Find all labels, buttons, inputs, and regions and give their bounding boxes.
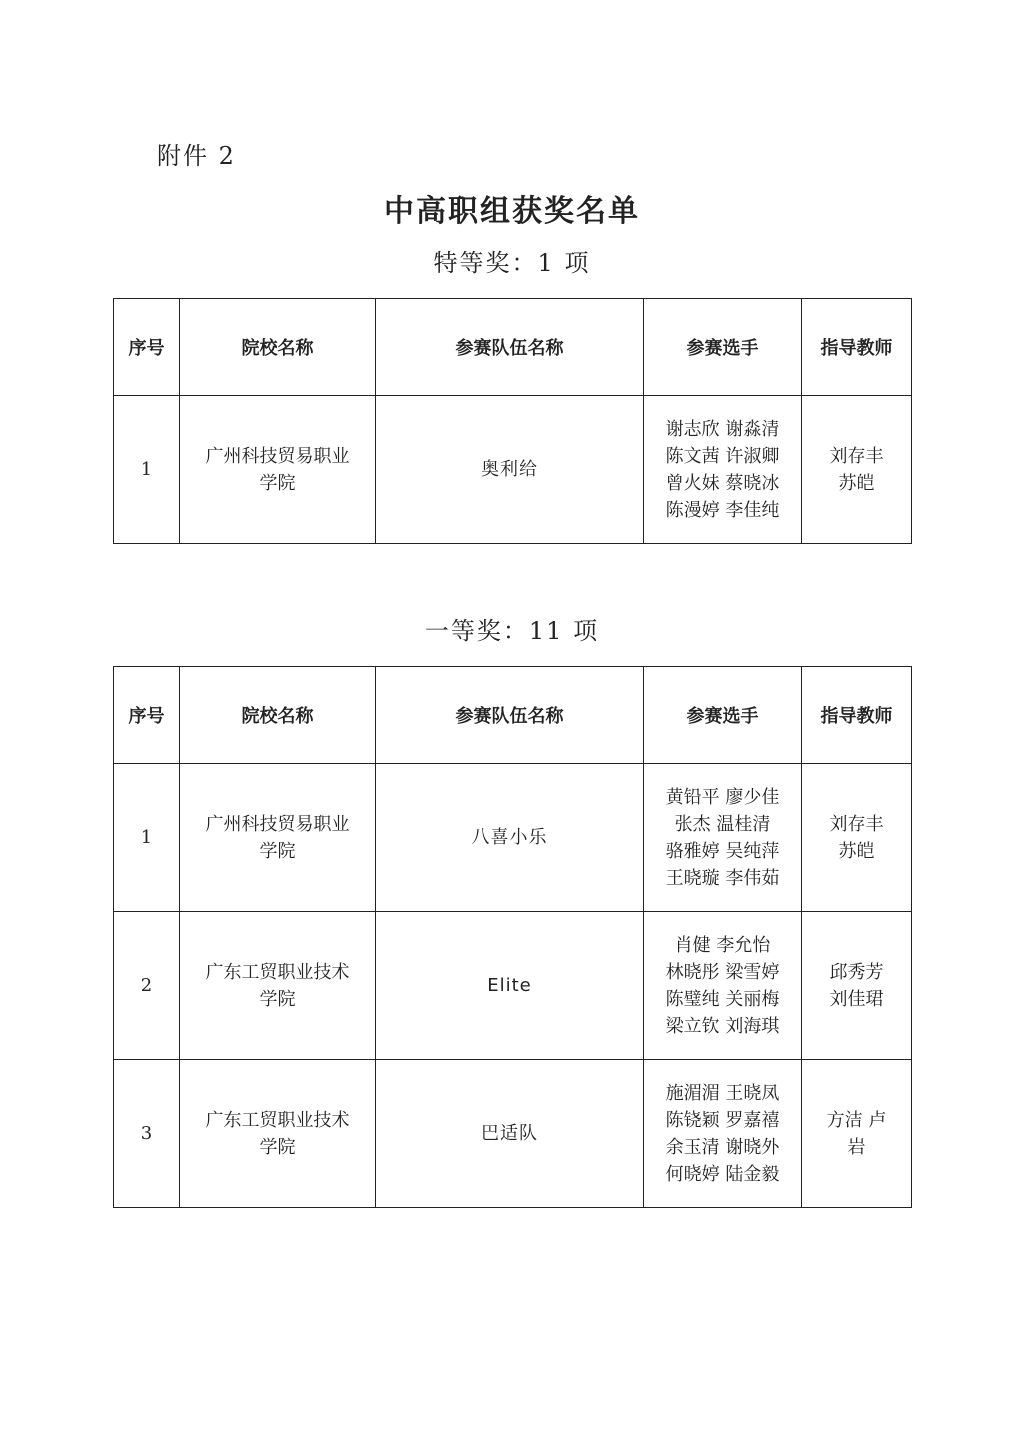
- row-teachers: [802, 396, 912, 544]
- school-line: 广州科技贸易职业: [205, 445, 350, 467]
- player-line: 肖健 李允怡: [674, 934, 771, 956]
- school-line: 学院: [259, 472, 296, 494]
- row-players: [644, 912, 802, 1060]
- teacher-line: 刘存丰: [829, 813, 884, 835]
- table-row: [114, 912, 912, 1060]
- row-players: [644, 764, 802, 912]
- player-line: 黄铅平 廖少佳: [665, 786, 780, 808]
- section-heading-first-prize: 一等奖：11 项: [424, 617, 600, 645]
- table-row: [114, 764, 912, 912]
- row-players: [644, 396, 802, 544]
- table-row: [114, 396, 912, 544]
- row-teachers: [802, 764, 912, 912]
- header-team: 参赛队伍名称: [376, 299, 644, 396]
- player-line: 谢志欣 谢淼清: [665, 418, 780, 440]
- teacher-line: 方洁 卢: [826, 1109, 887, 1131]
- row-school: [180, 912, 376, 1060]
- row-index: 1: [114, 396, 180, 544]
- player-line: 陈文茜 许淑卿: [665, 445, 780, 467]
- header-school: 院校名称: [180, 667, 376, 764]
- player-line: 林晓彤 梁雪婷: [665, 961, 780, 983]
- row-index: 2: [114, 912, 180, 1060]
- school-line: 学院: [259, 840, 296, 862]
- row-team: 巴适队: [376, 1060, 644, 1208]
- row-team: 八喜小乐: [376, 764, 644, 912]
- row-index: 1: [114, 764, 180, 912]
- player-line: 曾火妹 蔡晓冰: [665, 472, 780, 494]
- document-title: 中高职组获奖名单: [384, 194, 640, 229]
- row-team: Elite: [376, 912, 644, 1060]
- school-line: 学院: [259, 1136, 296, 1158]
- table-header-row: [114, 299, 912, 396]
- header-school: 院校名称: [180, 299, 376, 396]
- row-school: [180, 764, 376, 912]
- special-prize-table: [113, 298, 912, 544]
- row-players: [644, 1060, 802, 1208]
- player-line: 王晓璇 李伟茹: [665, 867, 780, 889]
- teacher-line: 刘存丰: [829, 445, 884, 467]
- row-school: [180, 1060, 376, 1208]
- player-line: 骆雅婷 吴纯萍: [665, 840, 780, 862]
- teacher-line: 刘佳珺: [829, 988, 884, 1010]
- section-heading-special-prize: 特等奖：1 项: [433, 249, 591, 277]
- header-players: 参赛选手: [644, 667, 802, 764]
- table-header-row: [114, 667, 912, 764]
- table-row: [114, 1060, 912, 1208]
- teacher-line: 邱秀芳: [829, 961, 884, 983]
- first-prize-table: [113, 666, 912, 1208]
- player-line: 陈铙颖 罗嘉禧: [665, 1109, 780, 1131]
- header-index: 序号: [114, 667, 180, 764]
- row-team: 奥利给: [376, 396, 644, 544]
- player-line: 余玉清 谢晓外: [665, 1136, 780, 1158]
- row-teachers: [802, 912, 912, 1060]
- header-index: 序号: [114, 299, 180, 396]
- school-line: 学院: [259, 988, 296, 1010]
- row-school: [180, 396, 376, 544]
- attachment-label: 附件 2: [157, 142, 236, 170]
- header-teachers: 指导教师: [802, 667, 912, 764]
- player-line: 陈璧纯 关丽梅: [665, 988, 780, 1010]
- player-line: 陈漫婷 李佳纯: [665, 499, 780, 521]
- school-line: 广东工贸职业技术: [205, 961, 350, 983]
- teacher-line: 苏皑: [838, 840, 875, 862]
- teacher-line: 岩: [847, 1136, 866, 1158]
- header-team: 参赛队伍名称: [376, 667, 644, 764]
- row-index: 3: [114, 1060, 180, 1208]
- player-line: 施湄湄 王晓凤: [665, 1082, 780, 1104]
- header-teachers: 指导教师: [802, 299, 912, 396]
- teacher-line: 苏皑: [838, 472, 875, 494]
- header-players: 参赛选手: [644, 299, 802, 396]
- player-line: 张杰 温桂清: [674, 813, 771, 835]
- row-teachers: [802, 1060, 912, 1208]
- school-line: 广东工贸职业技术: [205, 1109, 350, 1131]
- player-line: 何晓婷 陆金毅: [665, 1163, 780, 1185]
- school-line: 广州科技贸易职业: [205, 813, 350, 835]
- player-line: 梁立钦 刘海琪: [665, 1015, 780, 1037]
